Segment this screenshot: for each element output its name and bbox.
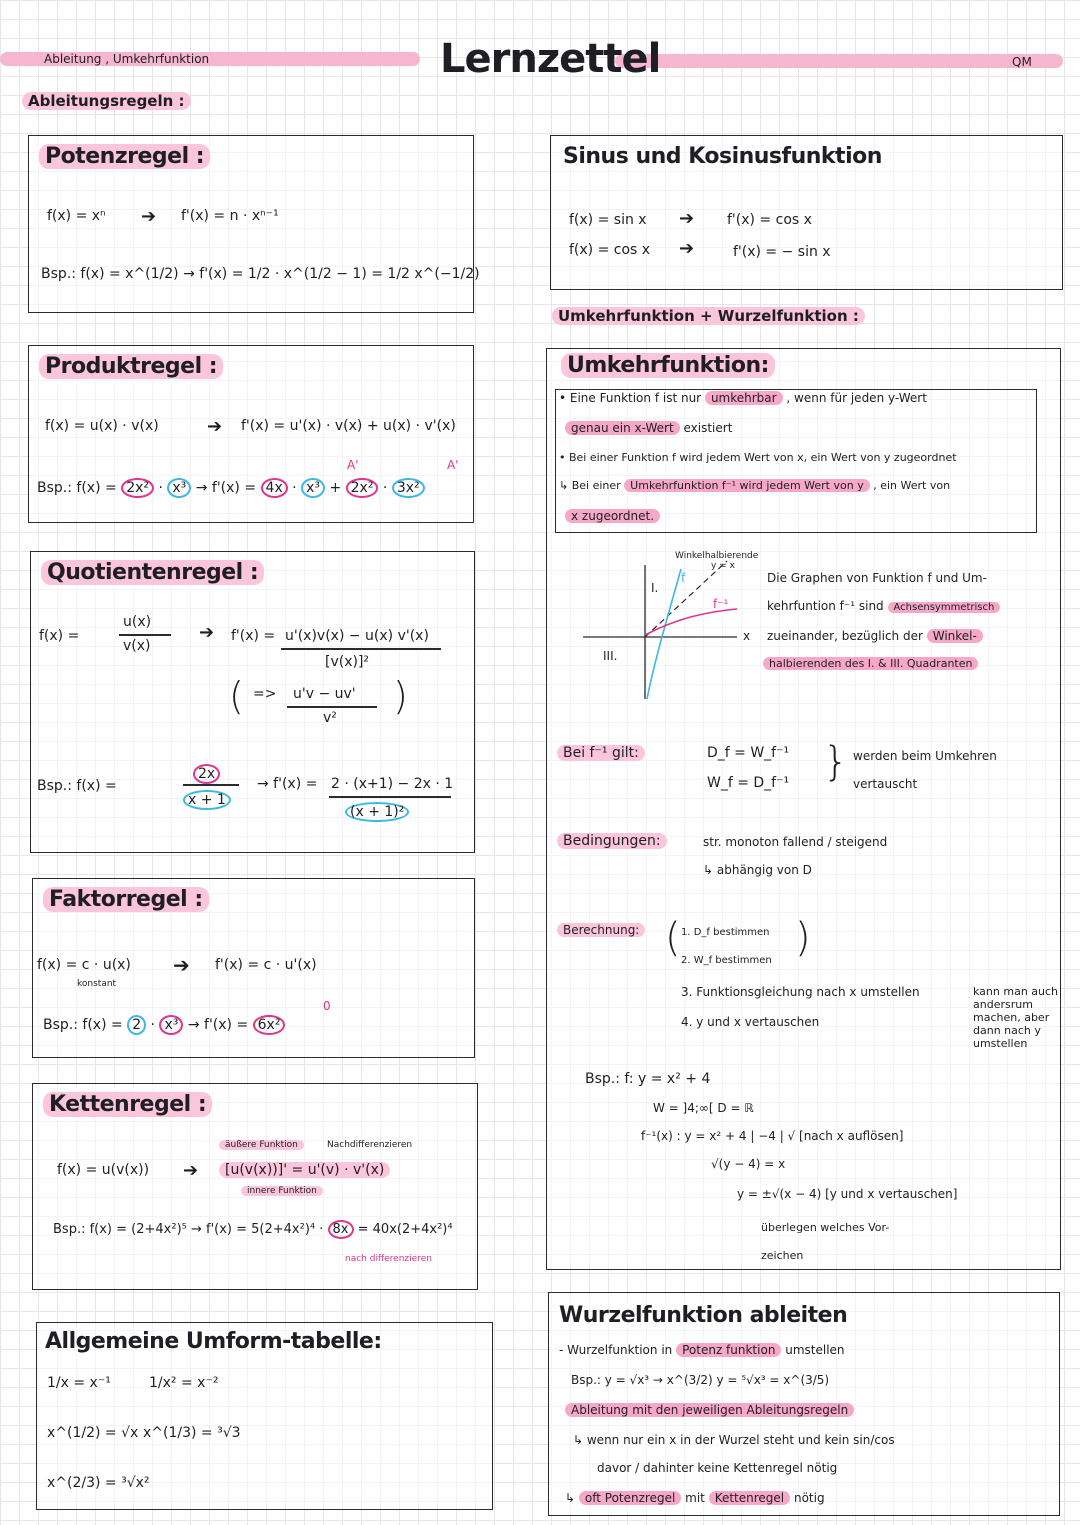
fraction-line	[287, 706, 377, 708]
sinus-r2-left: f(x) = cos x	[569, 242, 651, 258]
quotient-den: v(x)	[123, 638, 151, 654]
fraction-line	[119, 634, 171, 636]
bsp-line: √(y − 4) = x	[711, 1157, 786, 1171]
def-text: , wenn für jeden y-Wert	[786, 391, 927, 405]
ber-step: 1. D_f bestimmen	[681, 927, 770, 938]
graph-desc	[767, 599, 1000, 613]
fraction-line	[183, 784, 239, 786]
graph-quadrant-I: I.	[651, 581, 659, 595]
def-highlight: x zugeordnet.	[565, 509, 660, 523]
desc-text: zueinander, bezüglich der	[767, 629, 923, 643]
konstant-label: konstant	[77, 979, 117, 989]
graph-f: f	[681, 571, 686, 585]
sinus-title: Sinus und Kosinusfunktion	[563, 144, 882, 169]
aussere-label: äußere Funktion	[219, 1140, 304, 1150]
example-tail: = 40x(2+4x²)⁴	[357, 1222, 453, 1237]
faktorregel-title: Faktorregel :	[43, 887, 209, 912]
umkehr-box	[546, 348, 1061, 1270]
quotient-ex-label: Bsp.: f(x) =	[37, 778, 117, 794]
quotient-rhs-num: u'(x)v(x) − u(x) v'(x)	[285, 628, 429, 644]
bsp-line: y = ±√(x − 4) [y und x vertauschen]	[737, 1187, 958, 1201]
wurzel-highlight: Kettenregel	[709, 1491, 790, 1505]
wurzel-line: davor / dahinter keine Kettenregel nötig	[597, 1461, 838, 1475]
arrow-icon: ➔	[679, 208, 695, 229]
wurzel-line: ↳ wenn nur ein x in der Wurzel steht und kein sin/cos	[573, 1433, 895, 1447]
ketten-example	[53, 1222, 453, 1237]
wurzel-text: umstellen	[785, 1343, 845, 1357]
quotient-ex-rden: (x + 1)²	[345, 802, 409, 822]
wurzel-text: mit	[685, 1491, 705, 1505]
bed-sub: ↳ abhängig von D	[703, 863, 812, 877]
nachdiff-label: Nachdifferenzieren	[327, 1140, 413, 1150]
produkt-example: Bsp.: f(x) = 2x² · x³ → f'(x) = 4x · x³ + 2x² · 3x²	[37, 480, 425, 496]
kettenregel-box	[32, 1083, 478, 1290]
wurzel-box	[548, 1292, 1060, 1516]
definition-line	[559, 391, 927, 405]
bracket-right: )	[393, 674, 408, 718]
wurzel-line: Ableitung mit den jeweiligen Ableitungsregeln	[565, 1403, 854, 1417]
bsp-line: zeichen	[761, 1249, 804, 1262]
quotient-rhs-den: [v(x)]²	[325, 654, 370, 670]
ber-step: 2. W_f bestimmen	[681, 955, 772, 966]
inverse-function-graph	[577, 549, 767, 709]
faktorregel-box	[32, 878, 475, 1058]
desc-highlight: Winkel-	[927, 629, 983, 643]
short-num: u'v − uv'	[293, 686, 356, 702]
def-text: existiert	[683, 421, 733, 435]
ber-step: 3. Funktionsgleichung nach x umstellen	[681, 985, 920, 999]
example-arrow: → f'(x) =	[195, 480, 257, 496]
quotientenregel-title: Quotientenregel :	[41, 560, 264, 585]
ketten-rule-right: [u(v(x))]' = u'(v) · v'(x)	[219, 1162, 390, 1178]
arrow-icon: ➔	[199, 622, 215, 643]
desc-highlight: Achsensymmetrisch	[888, 602, 1001, 613]
quotient-ex-num: 2x	[193, 764, 220, 784]
arrow-icon: ➔	[207, 416, 223, 437]
quotient-ex-den: x + 1	[183, 790, 231, 810]
umform-row: x^(1/3) = ³√3	[143, 1425, 241, 1441]
quotient-rhs-label: f'(x) =	[231, 628, 276, 644]
example-du: 4x	[261, 478, 288, 498]
brace-icon: }	[823, 739, 849, 785]
short-den: v²	[323, 710, 337, 726]
example-dv: 3x²	[392, 478, 425, 498]
potenz-example: Bsp.: f(x) = x^(1/2) → f'(x) = 1/2 · x^(1/2 − 1) = 1/2 x^(−1/2)	[41, 266, 480, 282]
page-title: Lernzettel	[440, 36, 661, 82]
bsp-line: f⁻¹(x) : y = x² + 4 | −4 | √ [nach x auflösen]	[641, 1129, 904, 1143]
header-band-right	[615, 54, 1063, 68]
def-text: • Eine Funktion f ist nur	[559, 391, 702, 405]
result-mark: 0	[323, 999, 331, 1013]
produktregel-title: Produktregel :	[39, 354, 223, 379]
bed-text: str. monoton fallend / steigend	[703, 835, 888, 849]
def-text: ↳ Bei einer	[559, 479, 621, 492]
bsp-line: Bsp.: f: y = x² + 4	[585, 1071, 711, 1087]
nach-diff-note: nach differenzieren	[345, 1254, 432, 1264]
graph-desc: Die Graphen von Funktion f und Um-	[767, 571, 987, 585]
sinus-r2-right: f'(x) = − sin x	[733, 244, 831, 260]
derivative-mark: A'	[447, 458, 459, 472]
arrow-icon: ➔	[679, 238, 695, 259]
bracket-left: (	[229, 674, 244, 718]
produkt-rule-left: f(x) = u(x) · v(x)	[45, 418, 159, 434]
ketten-rule-left: f(x) = u(v(x))	[57, 1162, 150, 1178]
faktor-example: Bsp.: f(x) = 2 · x³ → f'(x) = 6x²	[43, 1017, 285, 1033]
umform-title: Allgemeine Umform-tabelle:	[45, 1329, 382, 1354]
potenzregel-title: Potenzregel :	[39, 144, 210, 169]
arrow-icon: ➔	[173, 953, 190, 977]
fraction-line	[329, 796, 451, 798]
wurzel-line: Bsp.: y = √x³ → x^(3/2) y = ⁵√x³ = x^(3/5)	[571, 1373, 830, 1387]
example-u: 2x²	[121, 478, 154, 498]
derivative-mark: A'	[347, 458, 359, 472]
desc-text: kehrfuntion f⁻¹ sind	[767, 599, 884, 613]
bei-note: vertauscht	[853, 777, 918, 791]
fraction-line	[281, 648, 441, 650]
umform-row: x^(1/2) = √x	[47, 1425, 139, 1441]
example-label: Bsp.: f(x) = (2+4x²)⁵ → f'(x) = 5(2+4x²)⁴ ·	[53, 1222, 324, 1237]
sinus-r1-left: f(x) = sin x	[569, 212, 647, 228]
quotient-num: u(x)	[123, 614, 152, 630]
def-highlight: genau ein x-Wert	[565, 421, 680, 435]
potenzregel-box	[28, 135, 480, 313]
umform-box	[36, 1322, 493, 1510]
ber-note: kann man auch andersrum machen, aber dann nach y umstellen	[973, 985, 1059, 1050]
def-highlight: Umkehrfunktion f⁻¹ wird jedem Wert von y	[624, 479, 870, 492]
graph-quadrant-III: III.	[603, 649, 618, 663]
quotient-ex-rnum: 2 · (x+1) − 2x · 1	[331, 776, 454, 792]
wurzel-text: ↳	[565, 1491, 576, 1505]
example-u: x³	[159, 1015, 183, 1035]
wurzel-text: - Wurzelfunktion in	[559, 1343, 673, 1357]
sinus-box	[550, 135, 1063, 290]
header-subject: Ableitung , Umkehrfunktion	[44, 52, 210, 66]
umform-row: 1/x² = x⁻²	[149, 1375, 219, 1391]
def-highlight: umkehrbar	[705, 391, 783, 405]
arrow-icon: ➔	[183, 1160, 199, 1181]
header-initials: QM	[1012, 55, 1032, 69]
bei-label: Bei f⁻¹ gilt:	[557, 745, 645, 761]
definition-line	[559, 479, 950, 492]
umform-row: x^(2/3) = ³√x²	[47, 1475, 150, 1491]
wurzel-line	[565, 1491, 825, 1505]
bei-w: W_f = D_f⁻¹	[707, 775, 790, 791]
wurzel-highlight: oft Potenzregel	[579, 1491, 681, 1505]
definition-line	[565, 421, 732, 435]
faktor-rule-left: f(x) = c · u(x)	[37, 957, 131, 973]
graph-finv: f⁻¹	[713, 597, 729, 611]
kettenregel-title: Kettenregel :	[43, 1092, 212, 1117]
quotient-ex-arrow: → f'(x) =	[257, 776, 318, 792]
example-arrow: → f'(x) =	[187, 1017, 249, 1033]
wurzel-text: nötig	[793, 1491, 825, 1505]
umkehr-title: Umkehrfunktion:	[561, 353, 775, 378]
inverse-curve	[645, 609, 737, 635]
potenz-rule-left: f(x) = xⁿ	[47, 208, 106, 224]
umform-row: 1/x = x⁻¹	[47, 1375, 111, 1391]
example-c: 2	[127, 1015, 146, 1035]
definition-line	[565, 509, 660, 523]
example-result: 6x²	[253, 1015, 286, 1035]
bisector-yx: y = x	[711, 561, 735, 571]
bed-label: Bedingungen:	[557, 833, 667, 849]
faktor-rule-right: f'(x) = c · u'(x)	[215, 957, 317, 973]
example-inner: 8x	[328, 1220, 354, 1239]
bsp-line: überlegen welches Vor-	[761, 1221, 890, 1234]
innere-label: innere Funktion	[241, 1186, 323, 1196]
paren-icon: (	[665, 915, 681, 961]
example-v: x³	[167, 478, 191, 498]
ber-step: 4. y und x vertauschen	[681, 1015, 820, 1029]
umkehr-section-label: Umkehrfunktion + Wurzelfunktion :	[552, 307, 865, 325]
def-text: , ein Wert von	[873, 479, 951, 492]
wurzel-line	[559, 1343, 845, 1357]
paren-icon: )	[795, 915, 811, 961]
graph-desc	[767, 629, 983, 643]
definition-line: • Bei einer Funktion f wird jedem Wert von x, ein Wert von y zugeordnet	[559, 451, 957, 464]
arrow-icon: ➔	[141, 206, 157, 227]
example-label: Bsp.: f(x) =	[43, 1017, 123, 1033]
wurzel-title: Wurzelfunktion ableiten	[559, 1303, 848, 1328]
bsp-line: W = ]4;∞[ D = ℝ	[653, 1101, 754, 1115]
example-label: Bsp.: f(x) =	[37, 480, 117, 496]
short-arrow: =>	[253, 686, 277, 702]
quotientenregel-box	[30, 551, 475, 853]
quotient-lhs: f(x) =	[39, 628, 80, 644]
ber-label: Berechnung:	[557, 923, 645, 937]
section-label: Ableitungsregeln :	[22, 92, 191, 110]
bei-note: werden beim Umkehren	[853, 749, 997, 763]
example-u2: 2x²	[346, 478, 379, 498]
bei-d: D_f = W_f⁻¹	[707, 745, 790, 761]
sinus-r1-right: f'(x) = cos x	[727, 212, 812, 228]
example-v2: x³	[301, 478, 325, 498]
graph-desc: halbierenden des I. & III. Quadranten	[763, 657, 978, 670]
wurzel-highlight: Potenz funktion	[676, 1343, 781, 1357]
produktregel-box	[28, 345, 474, 523]
bisector-label: Winkelhalbierende	[675, 551, 759, 561]
produkt-rule-right: f'(x) = u'(x) · v(x) + u(x) · v'(x)	[241, 418, 456, 434]
potenz-rule-right: f'(x) = n · xⁿ⁻¹	[181, 208, 279, 224]
graph-x: x	[743, 629, 751, 643]
